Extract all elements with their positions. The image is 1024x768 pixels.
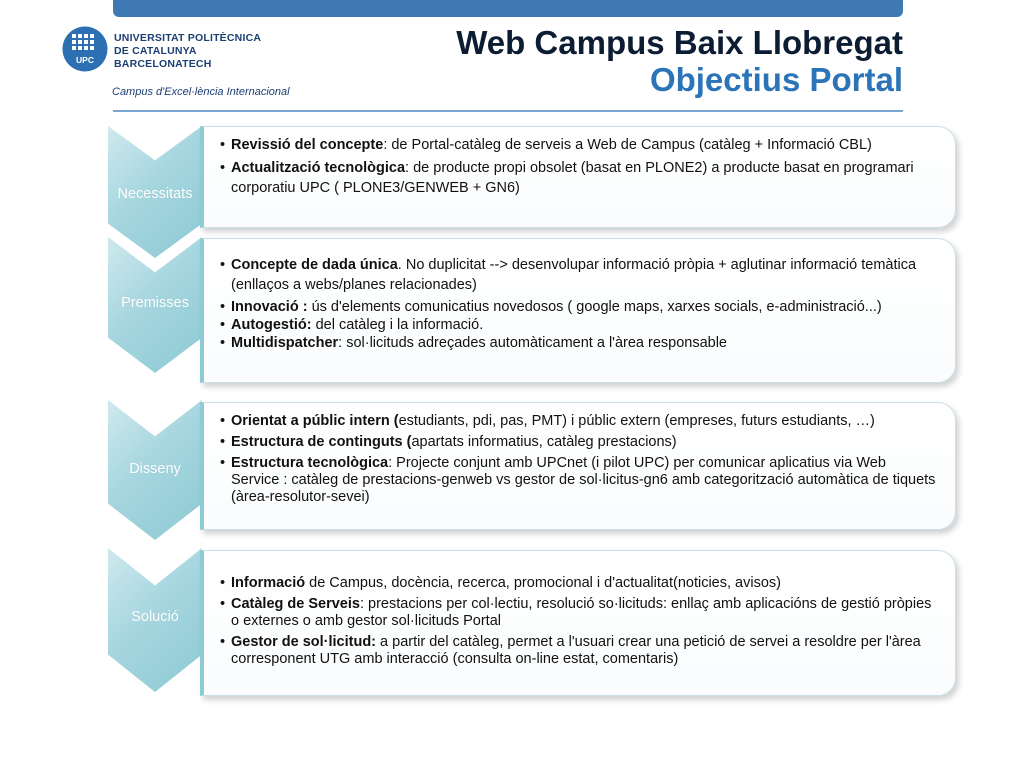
item-keyword: Autogestió: [231,317,312,333]
section-label-premisses: Premisses [121,295,189,311]
campus-tagline: Campus d'Excel·lència Internacional [112,86,290,98]
section-box-premisses [200,238,956,383]
item-keyword: Innovació : [231,299,308,315]
logo-line-2: DE CATALUNYA [114,45,197,57]
top-accent-bar [113,0,903,17]
upc-logo-icon [62,26,108,72]
list-item [220,255,937,295]
page-subtitle: Objectius Portal [649,61,903,98]
list-item [220,434,937,451]
item-text: : sol·licituds adreçades automàticament a l'àrea responsable [338,335,727,351]
item-keyword: Multidispatcher [231,335,339,351]
item-keyword: Estructura de continguts ( [231,434,412,450]
item-text: apartats informatius, catàleg prestacions) [411,434,677,450]
item-keyword: Orientat a públic intern ( [231,413,399,429]
list-item [220,413,937,430]
item-keyword: Informació [231,575,306,591]
list-item [220,137,937,154]
item-text: : de Portal-catàleg de serveis a Web de Campus (catàleg + Informació CBL) [383,137,872,153]
logo-line-1: UNIVERSITAT POLITÈCNICA [114,32,262,44]
section-label-disseny: Disseny [129,461,181,477]
page-title: Web Campus Baix Llobregat [456,24,903,61]
section-box-disseny [200,402,956,530]
logo-line-3: BARCELONATECH [114,58,212,70]
section-box-necessitats [200,126,956,228]
list-item [220,596,937,630]
bullet-list [220,413,937,506]
list-item [220,158,937,198]
list-item [220,455,937,506]
item-keyword: Concepte de dada única [231,257,398,273]
bullet-list [220,575,937,668]
item-text: ús d'elements comunicatius novedosos ( google maps, xarxes socials, e-administració...) [307,299,882,315]
item-text: del catàleg i la informació. [311,317,484,333]
bullet-list [220,255,937,352]
bullet-list [220,137,937,198]
section-label-necessitats: Necessitats [117,186,193,202]
item-text: estudiants, pdi, pas, PMT) i públic extern (empreses, futurs estudiants, …) [398,413,875,429]
logo-mark-text: UPC [76,55,94,65]
section-label-solucio: Solució [131,609,179,625]
list-item [220,299,937,316]
header-divider [113,110,903,112]
list-item [220,634,937,668]
list-item [220,575,937,592]
item-keyword: Catàleg de Serveis [231,596,360,612]
item-keyword: Estructura tecnològica [231,455,389,471]
item-text: : de producte propi obsolet (basat en PLONE2) a producte basat en programari corporatiu UPC ( PLONE3/GENWEB + GN6) [231,160,914,196]
section-box-solucio [200,550,956,696]
list-item [220,335,937,352]
item-text: : prestacions per col·lectiu, resolució so·licituds: enllaç amb aplicacións de gestió pròpies o externes o amb gestor sol·licituds Portal [231,596,932,629]
list-item [220,317,937,334]
item-keyword: Actualització tecnològica [231,160,406,176]
item-text: : Projecte conjunt amb UPCnet (i pilot UPC) per comunicar aplicatius via Web Service : catàleg de prestacions-genweb vs gestor de sol·licitus-gn6 amb categorització automàtica de tiquets (àrea-resolutor-sevei) [231,455,936,505]
title-block [456,24,903,98]
item-keyword: Gestor de sol·licitud: [231,634,377,650]
university-name [114,32,261,71]
item-text: a partir del catàleg, permet a l'usuari crear una petició de servei a resoldre per l'àrea corresponent UTG amb interacció (consulta on-line estat, comentaris) [231,634,921,667]
item-text: . No duplicitat --> desenvolupar informació pròpia + aglutinar informació temàtica (enllaços a webs/planes relacionades) [231,257,917,293]
item-text: de Campus, docència, recerca, promocional i d'actualitat(noticies, avisos) [305,575,781,591]
item-keyword: Revissió del concepte [231,137,384,153]
